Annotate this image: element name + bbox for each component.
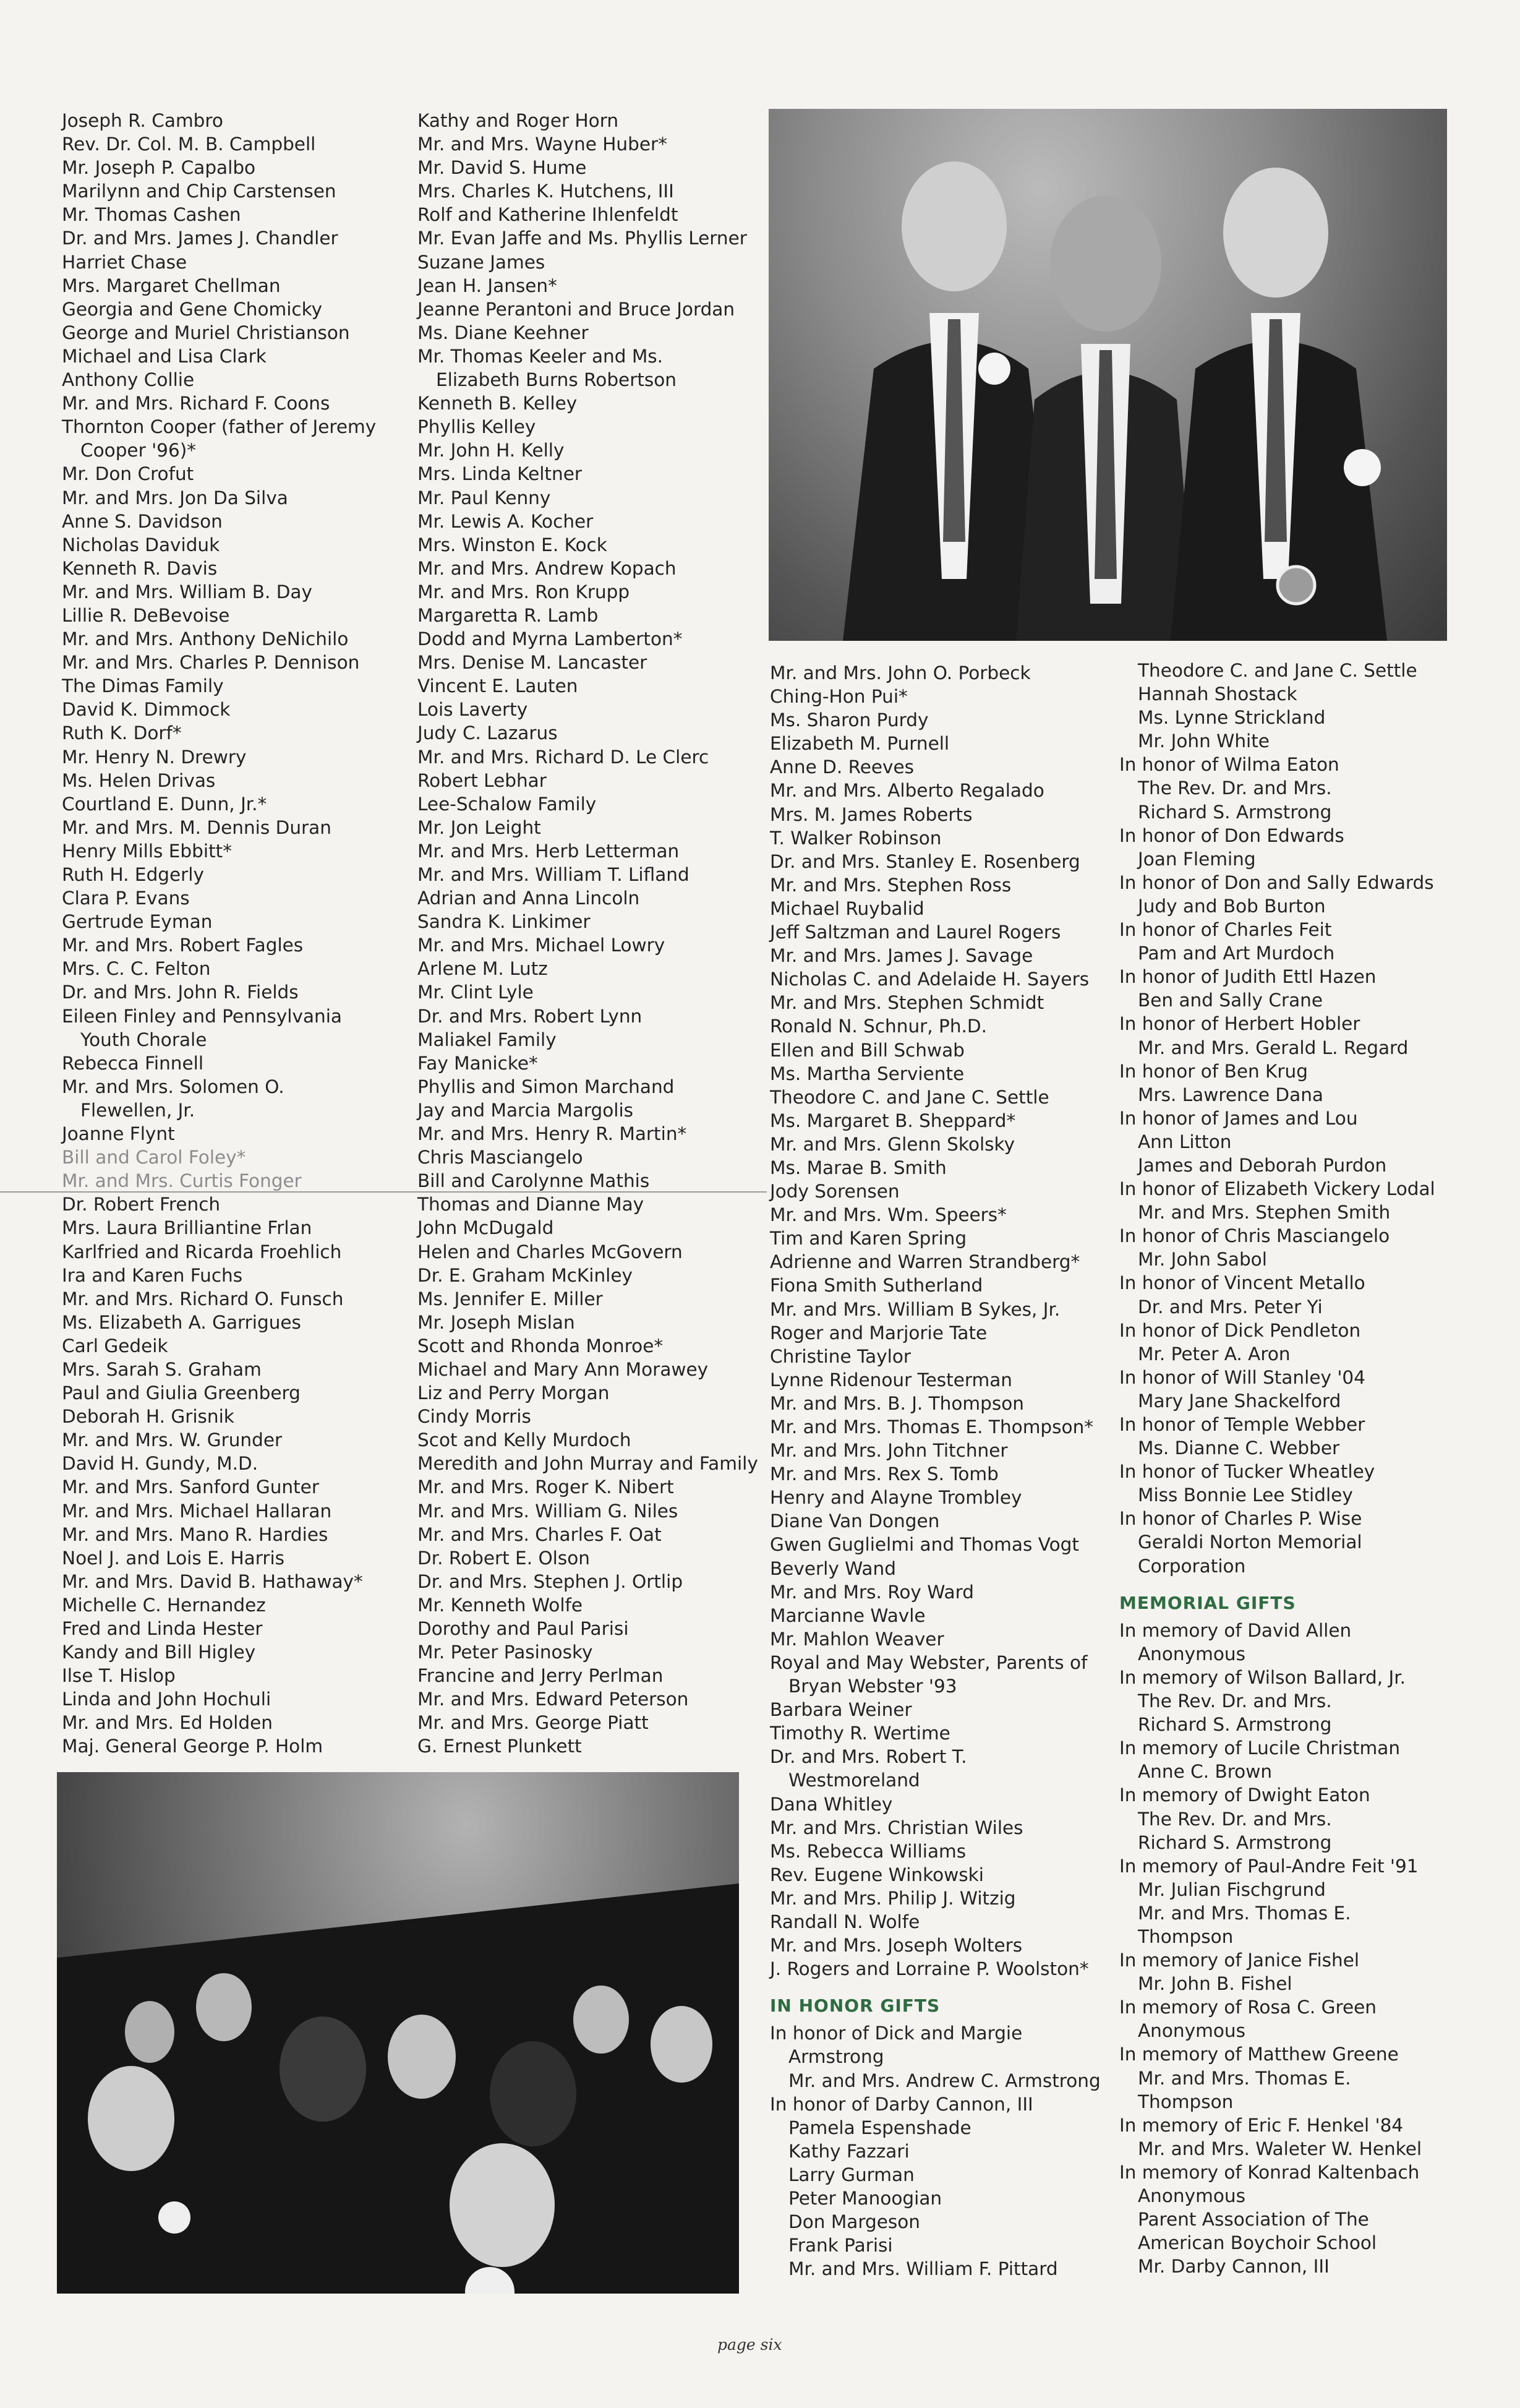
donor-line: Hannah Shostack xyxy=(1138,683,1297,705)
section-heading: IN HONOR GIFTS xyxy=(770,1995,941,2016)
donor-line: Cindy Morris xyxy=(417,1406,531,1428)
donor-line: Joan Fleming xyxy=(1138,848,1256,870)
donor-line: Mrs. Lawrence Dana xyxy=(1138,1084,1323,1105)
donor-line: Suzane James xyxy=(417,251,545,273)
donor-line: Kenneth B. Kelley xyxy=(417,393,578,414)
donor-line: Kathy Fazzari xyxy=(788,2140,910,2162)
donor-line: Mr. and Mrs. M. Dennis Duran xyxy=(62,816,331,838)
donor-line: The Rev. Dr. and Mrs. xyxy=(1138,1690,1332,1712)
donor-line: Thompson xyxy=(1138,1926,1234,1947)
donor-line: Dr. and Mrs. John R. Fields xyxy=(62,982,299,1003)
donor-line: Henry and Alayne Trombley xyxy=(770,1487,1022,1509)
donor-line: In honor of Don and Sally Edwards xyxy=(1119,872,1434,893)
donor-line: Mr. Peter A. Aron xyxy=(1138,1343,1291,1365)
donor-line: In honor of Charles P. Wise xyxy=(1119,1508,1362,1530)
donor-line: In memory of Eric F. Henkel '84 xyxy=(1119,2114,1404,2136)
donor-line: Scott and Rhonda Monroe* xyxy=(417,1335,664,1356)
donor-line: Kathy and Roger Horn xyxy=(417,110,619,131)
donor-line: Ellen and Bill Schwab xyxy=(770,1039,965,1061)
donor-line: Cooper '96)* xyxy=(80,440,196,461)
donor-line: Theodore C. and Jane C. Settle xyxy=(1138,660,1417,681)
donor-line: In honor of Tucker Wheatley xyxy=(1119,1461,1375,1483)
donor-line: Mrs. C. C. Felton xyxy=(62,958,211,980)
donor-line: Diane Van Dongen xyxy=(770,1510,940,1532)
donor-line: Mr. Paul Kenny xyxy=(417,487,551,508)
donor-line: Mr. and Mrs. Andrew Kopach xyxy=(417,557,677,579)
donor-line: The Rev. Dr. and Mrs. xyxy=(1138,778,1332,799)
donor-line: Mr. and Mrs. Michael Lowry xyxy=(417,935,665,956)
donor-line: Dr. Robert French xyxy=(62,1194,221,1215)
photo-three-boys xyxy=(769,109,1447,641)
donor-line: Jay and Marcia Margolis xyxy=(417,1099,634,1121)
donor-line: Ira and Karen Fuchs xyxy=(62,1264,243,1286)
donor-line: Richard S. Armstrong xyxy=(1138,801,1332,823)
donor-line: Pamela Espenshade xyxy=(788,2117,971,2138)
donor-line: Mr. and Mrs. Wm. Speers* xyxy=(770,1204,1007,1226)
donor-line: Ms. Margaret B. Sheppard* xyxy=(770,1110,1016,1131)
section-heading: MEMORIAL GIFTS xyxy=(1119,1592,1296,1613)
donor-line: Mr. and Mrs. Gerald L. Regard xyxy=(1138,1037,1409,1058)
donor-line: Paul and Giulia Greenberg xyxy=(62,1382,301,1404)
donor-line: Michael Ruybalid xyxy=(770,898,924,919)
donor-line: Ms. Diane Keehner xyxy=(417,322,589,343)
donor-line: Gwen Guglielmi and Thomas Vogt xyxy=(770,1534,1079,1556)
donor-line: Maliakel Family xyxy=(417,1029,557,1050)
donor-line: Meredith and John Murray and Family xyxy=(417,1453,758,1475)
donor-line: Ilse T. Hislop xyxy=(62,1665,176,1687)
donor-line: Mr. John Sabol xyxy=(1138,1249,1267,1270)
donor-line: Richard S. Armstrong xyxy=(1138,1832,1332,1853)
donor-line: David K. Dimmock xyxy=(62,699,231,721)
donor-line: Marcianne Wavle xyxy=(770,1605,926,1626)
donor-line: Marilynn and Chip Carstensen xyxy=(62,181,336,202)
donor-line: In honor of Don Edwards xyxy=(1119,825,1344,846)
donor-line: Mr. and Mrs. Thomas E. xyxy=(1138,1902,1351,1924)
donor-line: Kenneth R. Davis xyxy=(62,557,218,579)
donor-line: Mr. and Mrs. Alberto Regalado xyxy=(770,780,1044,802)
donor-line: Rolf and Katherine Ihlenfeldt xyxy=(417,204,678,226)
donor-line: Mr. and Mrs. John Titchner xyxy=(770,1440,1008,1462)
donor-line: Mr. and Mrs. Thomas E. Thompson* xyxy=(770,1416,1094,1438)
donor-line: John McDugald xyxy=(417,1217,554,1239)
donor-line: Phyllis Kelley xyxy=(417,416,536,438)
donor-line: Carl Gedeik xyxy=(62,1335,168,1356)
donor-line: Jody Sorensen xyxy=(770,1181,900,1202)
donor-line: American Boychoir School xyxy=(1138,2232,1377,2254)
donor-line: Dr. E. Graham McKinley xyxy=(417,1264,633,1286)
donor-line: Mr. and Mrs. Roger K. Nibert xyxy=(417,1476,674,1498)
donor-line: Ms. Elizabeth A. Garrigues xyxy=(62,1311,301,1333)
donor-line: Bryan Webster '93 xyxy=(788,1676,957,1697)
donor-line: Roger and Marjorie Tate xyxy=(770,1322,988,1343)
donor-line: In memory of Konrad Kaltenbach xyxy=(1119,2161,1420,2183)
donor-column-3 xyxy=(770,661,1122,2281)
donor-line: In honor of Will Stanley '04 xyxy=(1119,1366,1365,1388)
donor-line: Ronald N. Schnur, Ph.D. xyxy=(770,1016,987,1037)
donor-line: Ching-Hon Pui* xyxy=(770,686,908,708)
donor-line: Dana Whitley xyxy=(770,1793,893,1815)
donor-line: Mr. Lewis A. Kocher xyxy=(417,510,594,532)
donor-line: Mr. John B. Fishel xyxy=(1138,1973,1292,1995)
donor-line: Arlene M. Lutz xyxy=(417,958,548,980)
donor-line: In honor of Vincent Metallo xyxy=(1119,1272,1365,1294)
donor-line: Mr. and Mrs. Charles F. Oat xyxy=(417,1523,662,1545)
donor-line: Rebecca Finnell xyxy=(62,1052,204,1074)
donor-line: In memory of Matthew Greene xyxy=(1119,2044,1399,2065)
donor-line: In memory of David Allen xyxy=(1119,1619,1352,1641)
donor-line: Mr. Don Crofut xyxy=(62,463,194,485)
donor-line: David H. Gundy, M.D. xyxy=(62,1453,258,1475)
donor-line: Deborah H. Grisnik xyxy=(62,1406,234,1428)
donor-line: George and Muriel Christianson xyxy=(62,322,350,343)
donor-line: Fiona Smith Sutherland xyxy=(770,1275,983,1296)
donor-line: Corporation xyxy=(1138,1555,1246,1577)
donor-line: Joanne Flynt xyxy=(62,1123,175,1145)
donor-line: Mr. and Mrs. Herb Letterman xyxy=(417,840,680,862)
donor-line: Mr. Henry N. Drewry xyxy=(62,746,247,768)
donor-line: Dr. and Mrs. Stanley E. Rosenberg xyxy=(770,851,1080,872)
donor-line: Mr. Jon Leight xyxy=(417,816,541,838)
donor-line: Vincent E. Lauten xyxy=(417,675,578,697)
donor-line: Mr. Kenneth Wolfe xyxy=(417,1594,583,1616)
donor-line: Barbara Weiner xyxy=(770,1699,912,1721)
donor-line: Mr. Mahlon Weaver xyxy=(770,1628,944,1650)
page-number: page six xyxy=(717,2336,782,2354)
donor-line: In honor of Ben Krug xyxy=(1119,1060,1308,1082)
donor-line: T. Walker Robinson xyxy=(770,827,942,849)
donor-line: Mr. and Mrs. William F. Pittard xyxy=(788,2258,1058,2280)
donor-line: Flewellen, Jr. xyxy=(80,1099,195,1121)
donor-line: Anonymous xyxy=(1138,2185,1245,2206)
donor-line: Mr. Peter Pasinosky xyxy=(417,1642,593,1663)
donor-line: Jeanne Perantoni and Bruce Jordan xyxy=(417,298,735,320)
donor-line: Mary Jane Shackelford xyxy=(1138,1390,1341,1412)
donor-line: Mr. and Mrs. Mano R. Hardies xyxy=(62,1523,328,1545)
donor-line: Mr. and Mrs. George Piatt xyxy=(417,1712,649,1734)
donor-line: Miss Bonnie Lee Stidley xyxy=(1138,1485,1353,1506)
donor-line: Elizabeth M. Purnell xyxy=(770,733,950,755)
donor-line: Timothy R. Wertime xyxy=(770,1723,950,1744)
donor-line: Mr. Joseph P. Capalbo xyxy=(62,157,256,179)
donor-line: Michael and Lisa Clark xyxy=(62,345,267,367)
donor-line: Francine and Jerry Perlman xyxy=(417,1665,664,1687)
donor-line: Frank Parisi xyxy=(788,2235,893,2256)
donor-line: Mr. John H. Kelly xyxy=(417,440,565,461)
donor-line: Mr. and Mrs. David B. Hathaway* xyxy=(62,1570,363,1592)
donor-line: Mr. and Mrs. Sanford Gunter xyxy=(62,1476,319,1498)
donor-line: Mr. David S. Hume xyxy=(417,157,587,179)
donor-line: In honor of Charles Feit xyxy=(1119,919,1332,941)
donor-line: Mrs. Linda Keltner xyxy=(417,463,582,485)
donor-line: Mr. John White xyxy=(1138,731,1270,752)
donor-line: Mr. and Mrs. Glenn Skolsky xyxy=(770,1133,1015,1155)
donor-line: Mr. and Mrs. Anthony DeNichilo xyxy=(62,628,349,650)
donor-line: James and Deborah Purdon xyxy=(1138,1154,1387,1176)
donor-line: Mr. and Mrs. Waleter W. Henkel xyxy=(1138,2138,1422,2159)
donor-line: Adrian and Anna Lincoln xyxy=(417,888,640,909)
donor-line: Mr. and Mrs. Edward Peterson xyxy=(417,1689,689,1710)
donor-line: G. Ernest Plunkett xyxy=(417,1736,582,1757)
donor-line: Dr. and Mrs. James J. Chandler xyxy=(62,228,338,249)
donor-line: Judy and Bob Burton xyxy=(1138,895,1326,917)
page-fold-line xyxy=(0,1191,767,1193)
donor-line: Anne S. Davidson xyxy=(62,510,223,532)
donor-line: Geraldi Norton Memorial xyxy=(1138,1532,1362,1553)
donor-line: Ms. Jennifer E. Miller xyxy=(417,1288,603,1309)
donor-line: Mr. and Mrs. W. Grunder xyxy=(62,1429,283,1451)
donor-line: Mr. and Mrs. Thomas E. xyxy=(1138,2067,1351,2089)
donor-line: Robert Lebhar xyxy=(417,769,547,791)
donor-line: Mr. and Mrs. Andrew C. Armstrong xyxy=(788,2070,1101,2091)
donor-line: Nicholas C. and Adelaide H. Sayers xyxy=(770,969,1090,990)
donor-line: Richard S. Armstrong xyxy=(1138,1714,1332,1736)
donor-line: Ms. Dianne C. Webber xyxy=(1138,1438,1340,1459)
donor-line: Sandra K. Linkimer xyxy=(417,911,591,933)
donor-line: Adrienne and Warren Strandberg* xyxy=(770,1251,1080,1273)
donor-line: Noel J. and Lois E. Harris xyxy=(62,1547,285,1569)
donor-line: Mr. Clint Lyle xyxy=(417,982,534,1003)
donor-line: Mr. and Mrs. Richard O. Funsch xyxy=(62,1288,344,1309)
donor-line: Armstrong xyxy=(788,2046,884,2068)
donor-line: Mrs. Margaret Chellman xyxy=(62,275,281,296)
donor-line: In honor of Herbert Hobler xyxy=(1119,1013,1360,1035)
donor-line: In honor of Wilma Eaton xyxy=(1119,754,1339,776)
donor-line: Thompson xyxy=(1138,2091,1234,2112)
donor-line: In honor of Dick and Margie xyxy=(770,2023,1023,2044)
donor-line: Ann Litton xyxy=(1138,1131,1232,1152)
donor-line: The Dimas Family xyxy=(62,675,224,697)
donor-line: Margaretta R. Lamb xyxy=(417,604,599,626)
donor-line: Courtland E. Dunn, Jr.* xyxy=(62,793,267,815)
donor-line: Michelle C. Hernandez xyxy=(62,1594,266,1616)
donor-line: Mr. and Mrs. Stephen Smith xyxy=(1138,1202,1391,1223)
donor-line: Ms. Martha Serviente xyxy=(770,1063,965,1084)
donor-line: Bill and Carol Foley* xyxy=(62,1147,246,1168)
donor-line: Mr. Joseph Mislan xyxy=(417,1311,575,1333)
donor-line: Dorothy and Paul Parisi xyxy=(417,1618,629,1639)
donor-line: Scot and Kelly Murdoch xyxy=(417,1429,631,1451)
donor-line: Ms. Rebecca Williams xyxy=(770,1840,967,1862)
donor-line: Harriet Chase xyxy=(62,251,187,273)
donor-line: Joseph R. Cambro xyxy=(62,110,223,131)
donor-line: Gertrude Eyman xyxy=(62,911,213,933)
donor-line: Mr. and Mrs. Henry R. Martin* xyxy=(417,1123,687,1145)
donor-line: Thornton Cooper (father of Jeremy xyxy=(62,416,377,438)
donor-line: Mr. and Mrs. Christian Wiles xyxy=(770,1817,1023,1838)
donor-line: Anthony Collie xyxy=(62,369,195,391)
donor-line: Ms. Sharon Purdy xyxy=(770,709,929,731)
donor-line: Mr. and Mrs. Richard F. Coons xyxy=(62,393,330,414)
donor-line: Anonymous xyxy=(1138,1643,1245,1665)
donor-line: The Rev. Dr. and Mrs. xyxy=(1138,1808,1332,1830)
donor-line: Karlfried and Ricarda Froehlich xyxy=(62,1241,342,1262)
donor-line: In memory of Wilson Ballard, Jr. xyxy=(1119,1666,1406,1688)
donor-line: Elizabeth Burns Robertson xyxy=(436,369,677,391)
donor-line: Mr. and Mrs. William G. Niles xyxy=(417,1500,678,1522)
donor-line: Mr. and Mrs. William T. Lifland xyxy=(417,864,690,885)
donor-line: Mrs. Denise M. Lancaster xyxy=(417,652,647,674)
donor-line: Ms. Marae B. Smith xyxy=(770,1157,947,1178)
donor-line: Theodore C. and Jane C. Settle xyxy=(770,1086,1049,1108)
donor-line: Jean H. Jansen* xyxy=(417,275,557,296)
donor-line: Henry Mills Ebbitt* xyxy=(62,840,232,862)
donor-line: Mrs. Sarah S. Graham xyxy=(62,1358,262,1380)
donor-line: Mr. and Mrs. Ron Krupp xyxy=(417,581,630,602)
donor-line: Westmoreland xyxy=(788,1770,920,1791)
donor-line: In honor of James and Lou xyxy=(1119,1107,1358,1129)
donor-line: Dr. and Mrs. Peter Yi xyxy=(1138,1296,1323,1318)
donor-line: Randall N. Wolfe xyxy=(770,1911,920,1932)
donor-line: Mr. and Mrs. William B Sykes, Jr. xyxy=(770,1298,1061,1320)
donor-line: Lois Laverty xyxy=(417,699,528,721)
donor-line: Lynne Ridenour Testerman xyxy=(770,1369,1012,1390)
donor-line: Dr. and Mrs. Robert T. xyxy=(770,1746,967,1768)
donor-line: Mrs. Winston E. Kock xyxy=(417,534,607,555)
donor-line: Anne D. Reeves xyxy=(770,756,915,778)
donor-line: Mr. and Mrs. Charles P. Dennison xyxy=(62,652,360,674)
donor-line: Ms. Helen Drivas xyxy=(62,769,216,791)
donor-line: Mrs. M. James Roberts xyxy=(770,803,973,825)
donor-line: Phyllis and Simon Marchand xyxy=(417,1076,675,1097)
donor-line: Mr. and Mrs. James J. Savage xyxy=(770,945,1033,967)
donor-line: In honor of Temple Webber xyxy=(1119,1414,1365,1435)
donor-line: Mr. and Mrs. Richard D. Le Clerc xyxy=(417,746,709,768)
donor-line: Ben and Sally Crane xyxy=(1138,990,1323,1011)
donor-line: Mr. and Mrs. Solomen O. xyxy=(62,1076,284,1097)
donor-line: In honor of Judith Ettl Hazen xyxy=(1119,966,1377,988)
donor-line: Mr. and Mrs. Rex S. Tomb xyxy=(770,1463,999,1485)
donor-line: Mr. and Mrs. Roy Ward xyxy=(770,1581,974,1603)
donor-line: Linda and John Hochuli xyxy=(62,1689,271,1710)
donor-line: Mr. Thomas Cashen xyxy=(62,204,241,226)
donor-line: In honor of Dick Pendleton xyxy=(1119,1319,1361,1341)
donor-line: Ruth K. Dorf* xyxy=(62,722,182,744)
donor-line: Fay Manicke* xyxy=(417,1052,538,1074)
donor-line: Michael and Mary Ann Morawey xyxy=(417,1358,709,1380)
donor-line: Mr. and Mrs. Philip J. Witzig xyxy=(770,1887,1016,1909)
donor-line: Kandy and Bill Higley xyxy=(62,1642,256,1663)
donor-line: Mr. and Mrs. Ed Holden xyxy=(62,1712,273,1734)
donor-line: Parent Association of The xyxy=(1138,2209,1369,2230)
donor-column-4 xyxy=(1119,659,1466,2278)
donor-line: Rev. Eugene Winkowski xyxy=(770,1864,984,1885)
donor-line: Mr. and Mrs. Joseph Wolters xyxy=(770,1935,1023,1956)
donor-line: Liz and Perry Morgan xyxy=(417,1382,610,1404)
donor-line: Mrs. Laura Brilliantine Frlan xyxy=(62,1217,312,1239)
donor-line: Dodd and Myrna Lamberton* xyxy=(417,628,683,650)
donor-line: Mr. and Mrs. Stephen Ross xyxy=(770,874,1012,896)
donor-line: J. Rogers and Lorraine P. Woolston* xyxy=(770,1958,1089,1980)
donor-column-1 xyxy=(62,109,377,1759)
donor-line: Mrs. Charles K. Hutchens, III xyxy=(417,181,674,202)
donor-line: Peter Manoogian xyxy=(788,2188,942,2209)
donor-line: Mr. and Mrs. Curtis Fonger xyxy=(62,1170,302,1192)
donor-line: Lee-Schalow Family xyxy=(417,793,597,815)
donor-line: Georgia and Gene Chomicky xyxy=(62,298,323,320)
donor-line: Lillie R. DeBevoise xyxy=(62,604,230,626)
donor-line: Mr. and Mrs. Jon Da Silva xyxy=(62,487,288,508)
donor-line: Dr. and Mrs. Robert Lynn xyxy=(417,1005,643,1027)
donor-line: Maj. General George P. Holm xyxy=(62,1736,323,1757)
donor-line: Anonymous xyxy=(1138,2020,1245,2042)
donor-line: Beverly Wand xyxy=(770,1557,896,1579)
donor-line: Mr. Julian Fischgrund xyxy=(1138,1879,1326,1900)
donor-line: In memory of Lucile Christman xyxy=(1119,1737,1401,1759)
donor-column-2 xyxy=(417,109,758,1759)
donor-line: In memory of Dwight Eaton xyxy=(1119,1785,1370,1806)
donor-line: Youth Chorale xyxy=(80,1029,207,1050)
donor-line: Dr. and Mrs. Stephen J. Ortlip xyxy=(417,1570,683,1592)
donor-line: Judy C. Lazarus xyxy=(417,722,558,744)
donor-line: Mr. and Mrs. Stephen Schmidt xyxy=(770,992,1044,1014)
donor-line: Mr. Thomas Keeler and Ms. xyxy=(417,345,664,367)
donor-line: Jeff Saltzman and Laurel Rogers xyxy=(770,922,1061,943)
donor-line: Rev. Dr. Col. M. B. Campbell xyxy=(62,134,316,155)
donor-line: Fred and Linda Hester xyxy=(62,1618,263,1639)
donor-line: In memory of Paul-Andre Feit '91 xyxy=(1119,1855,1419,1877)
donor-line: Chris Masciangelo xyxy=(417,1147,583,1168)
donor-line: Mr. and Mrs. William B. Day xyxy=(62,581,312,602)
donor-line: Dr. Robert E. Olson xyxy=(417,1547,590,1569)
donor-line: Mr. Evan Jaffe and Ms. Phyllis Lerner xyxy=(417,228,747,249)
donor-line: In honor of Chris Masciangelo xyxy=(1119,1225,1390,1247)
donor-line: In honor of Darby Cannon, III xyxy=(770,2093,1033,2115)
donor-line: Mr. and Mrs. Robert Fagles xyxy=(62,935,304,956)
donor-line: Ms. Lynne Strickland xyxy=(1138,707,1326,729)
donor-line: Helen and Charles McGovern xyxy=(417,1241,683,1262)
donor-line: In memory of Rosa C. Green xyxy=(1119,1997,1377,2018)
donor-line: Pam and Art Murdoch xyxy=(1138,943,1335,964)
donor-line: Royal and May Webster, Parents of xyxy=(770,1652,1088,1673)
donor-line: Larry Gurman xyxy=(788,2164,915,2185)
donor-line: Christine Taylor xyxy=(770,1345,912,1367)
donor-line: Mr. and Mrs. John O. Porbeck xyxy=(770,662,1031,683)
donor-line: Mr. and Mrs. B. J. Thompson xyxy=(770,1392,1024,1414)
donor-line: Mr. Darby Cannon, III xyxy=(1138,2256,1330,2277)
donor-line: Nicholas Daviduk xyxy=(62,534,220,555)
donor-line: Bill and Carolynne Mathis xyxy=(417,1170,650,1192)
donor-line: Mr. and Mrs. Michael Hallaran xyxy=(62,1500,332,1522)
donor-line: In memory of Janice Fishel xyxy=(1119,1950,1360,1971)
donor-line: In honor of Elizabeth Vickery Lodal xyxy=(1119,1178,1435,1200)
donor-line: Anne C. Brown xyxy=(1138,1761,1273,1783)
photo-choir-group xyxy=(57,1772,739,2294)
donor-line: Ruth H. Edgerly xyxy=(62,864,204,885)
donor-line: Don Margeson xyxy=(788,2211,920,2233)
donor-line: Tim and Karen Spring xyxy=(770,1228,967,1249)
donor-line: Mr. and Mrs. Wayne Huber* xyxy=(417,134,667,155)
donor-line: Eileen Finley and Pennsylvania xyxy=(62,1005,342,1027)
donor-line: Thomas and Dianne May xyxy=(417,1194,644,1215)
donor-line: Clara P. Evans xyxy=(62,888,190,909)
